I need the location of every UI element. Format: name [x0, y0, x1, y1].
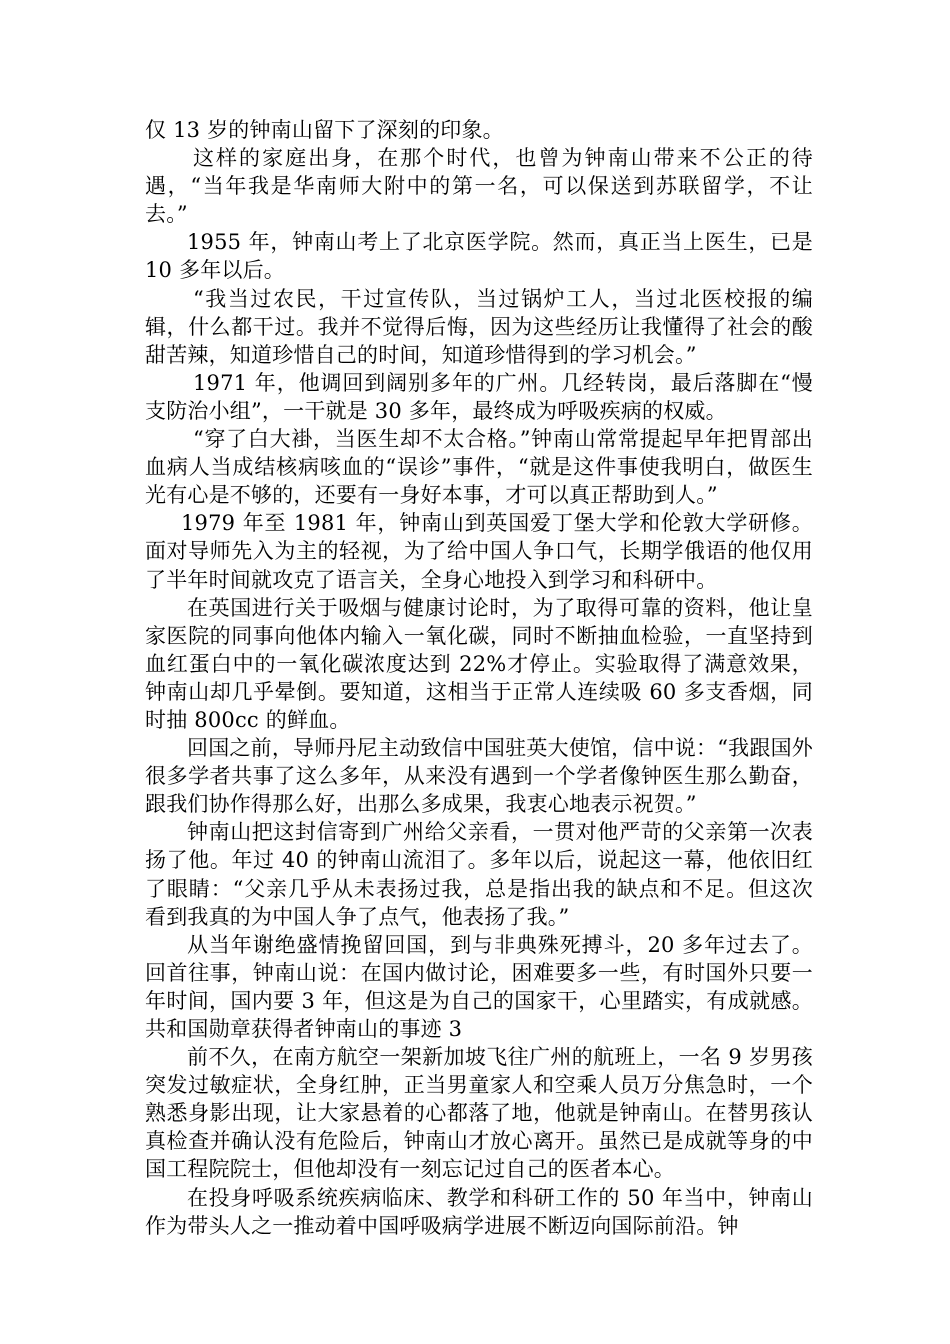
paragraph-6: “穿了白大褂，当医生却不太合格。”钟南山常常提起早年把胃部出血病人当成结核病咳血的“误诊”事件，“就是这件事使我明白，做医生光有心是不够的，还要有一身好本事，才可以真正帮助到人。” [145, 427, 813, 508]
paragraph-2: 这样的家庭出身，在那个时代，也曾为钟南山带来不公正的待遇，“当年我是华南师大附中的第一名，可以保送到苏联留学，不让去。” [145, 146, 813, 227]
paragraph-1: 仅 13 岁的钟南山留下了深刻的印象。 [145, 118, 504, 142]
document-body [145, 116, 813, 1240]
paragraph-11: 从当年谢绝盛情挽留回国，到与非典殊死搏斗，20 多年过去了。回首往事，钟南山说：在国内做讨论，困难要多一些，有时国外只要一年时间，国内要 3 年，但这是为自己的国家干，心里踏实，有成就感。共和国勋章获得者钟南山的事迹 3 [145, 932, 813, 1041]
paragraph-3: 1955 年，钟南山考上了北京医学院。然而，真正当上医生，已是 10 多年以后。 [145, 230, 813, 283]
paragraph-8: 在英国进行关于吸烟与健康讨论时，为了取得可靠的资料，他让皇家医院的同事向他体内输入一氧化碳，同时不断抽血检验，一直坚持到血红蛋白中的一氧化碳浓度达到 22%才停止。实验取得了满意效果，钟南山却几乎晕倒。要知道，这相当于正常人连续吸 60 多支香烟，同时抽 800cc 的鲜血。 [145, 595, 813, 732]
paragraph-9: 回国之前，导师丹尼主动致信中国驻英大使馆，信中说：“我跟国外很多学者共事了这么多年，从来没有遇到一个学者像钟医生那么勤奋，跟我们协作得那么好，出那么多成果，我衷心地表示祝贺。” [145, 736, 813, 817]
paragraph-12: 前不久，在南方航空一架新加坡飞往广州的航班上，一名 9 岁男孩突发过敏症状，全身红肿，正当男童家人和空乘人员万分焦急时，一个熟悉身影出现，让大家悬着的心都落了地，他就是钟南山。在替男孩认真检查并确认没有危险后，钟南山才放心离开。虽然已是成就等身的中国工程院院士，但他却没有一刻忘记过自己的医者本心。 [145, 1045, 813, 1182]
paragraph-13: 在投身呼吸系统疾病临床、教学和科研工作的 50 年当中，钟南山作为带头人之一推动着中国呼吸病学进展不断迈向国际前沿。钟 [145, 1185, 813, 1238]
paragraph-4: “我当过农民，干过宣传队，当过锅炉工人，当过北医校报的编辑，什么都干过。我并不觉得后悔，因为这些经历让我懂得了社会的酸甜苦辣，知道珍惜自己的时间，知道珍惜得到的学习机会。” [145, 286, 813, 367]
paragraph-5: 1971 年，他调回到阔别多年的广州。几经转岗，最后落脚在“慢支防治小组”，一干就是 30 多年，最终成为呼吸疾病的权威。 [145, 370, 813, 423]
paragraph-10: 钟南山把这封信寄到广州给父亲看，一贯对他严苛的父亲第一次表扬了他。年过 40 的钟南山流泪了。多年以后，说起这一幕，他依旧红了眼睛：“父亲几乎从未表扬过我，总是指出我的缺点和不足。但这次看到我真的为中国人争了点气，他表扬了我。” [145, 820, 813, 929]
paragraph-7: 1979 年至 1981 年，钟南山到英国爱丁堡大学和伦敦大学研修。面对导师先入为主的轻视，为了给中国人争口气，长期学俄语的他仅用了半年时间就攻克了语言关，全身心地投入到学习和科研中。 [145, 511, 813, 592]
